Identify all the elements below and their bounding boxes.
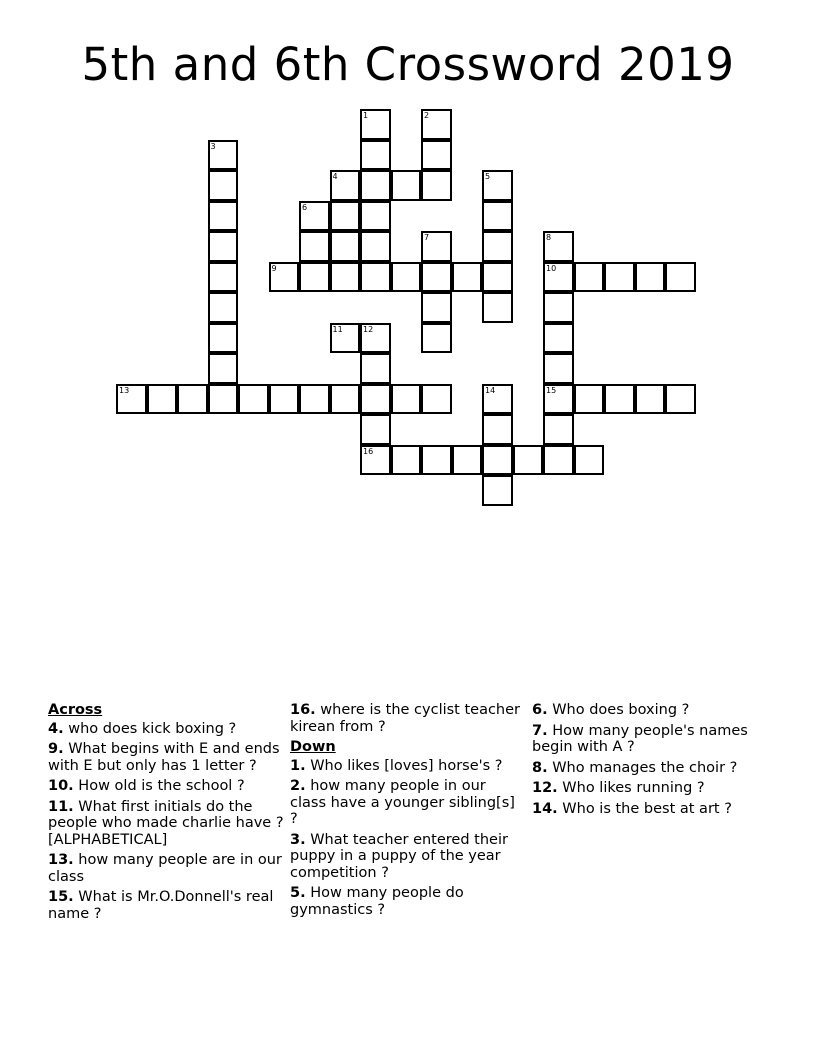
clue-down-8 <box>532 760 768 777</box>
grid-cell[interactable] <box>421 384 452 415</box>
grid-cell[interactable] <box>360 170 391 201</box>
grid-cell[interactable] <box>208 201 239 232</box>
grid-cell[interactable] <box>269 262 300 293</box>
clue-text: What first initials do the people who made charlie have ? [ALPHABETICAL] <box>48 798 284 848</box>
clue-text: What begins with E and ends with E but only has 1 letter ? <box>48 741 280 774</box>
grid-cell[interactable] <box>330 262 361 293</box>
clue-text: where is the cyclist teacher kirean from ? <box>290 702 521 735</box>
clues-column-1 <box>48 702 284 926</box>
grid-cell[interactable] <box>574 262 605 293</box>
grid-cell[interactable] <box>421 292 452 323</box>
grid-cell[interactable] <box>543 292 574 323</box>
grid-cell[interactable] <box>482 170 513 201</box>
clue-text: How many people's names begin with A ? <box>532 722 748 755</box>
clue-number: 1. <box>290 757 306 774</box>
grid-cell[interactable] <box>482 292 513 323</box>
grid-cell[interactable] <box>635 384 666 415</box>
grid-cell[interactable] <box>208 384 239 415</box>
clue-number: 4. <box>48 720 64 737</box>
grid-cell[interactable] <box>421 109 452 140</box>
clue-number: 6. <box>532 702 548 718</box>
grid-cell[interactable] <box>543 262 574 293</box>
clue-number: 13. <box>48 852 74 868</box>
cell-number: 6 <box>302 202 308 212</box>
grid-cell[interactable] <box>421 231 452 262</box>
grid-cell[interactable] <box>360 262 391 293</box>
grid-cell[interactable] <box>391 445 422 476</box>
clues-column-2 <box>290 702 526 922</box>
cell-number: 10 <box>546 263 557 273</box>
grid-cell[interactable] <box>177 384 208 415</box>
clue-number: 15. <box>48 889 74 905</box>
clue-number: 10. <box>48 778 74 794</box>
grid-cell[interactable] <box>665 384 696 415</box>
clue-text: how many people in our class have a younger sibling[s] ? <box>290 778 515 827</box>
grid-cell[interactable] <box>421 170 452 201</box>
grid-cell[interactable] <box>543 353 574 384</box>
grid-cell[interactable] <box>330 384 361 415</box>
clue-down-14 <box>532 801 768 818</box>
clue-number: 9. <box>48 741 64 757</box>
clue-across-4 <box>48 721 284 738</box>
grid-cell[interactable] <box>421 445 452 476</box>
clue-text: Who likes [loves] horse's ? <box>310 757 503 774</box>
grid-cell[interactable] <box>360 109 391 140</box>
grid-cell[interactable] <box>482 384 513 415</box>
cell-number: 7 <box>424 233 430 242</box>
clue-across-16 <box>290 702 526 735</box>
clue-number: 5. <box>290 885 306 901</box>
grid-cell[interactable] <box>543 384 574 415</box>
clue-text: What is Mr.O.Donnell's real name ? <box>48 889 274 922</box>
clue-across-11 <box>48 799 284 849</box>
grid-cell[interactable] <box>360 140 391 171</box>
grid-cell[interactable] <box>604 262 635 293</box>
clue-text: Who is the best at art ? <box>562 800 732 817</box>
clue-text: who does kick boxing ? <box>68 720 237 737</box>
clue-text: How many people do gymnastics ? <box>290 885 464 918</box>
cell-number: 3 <box>210 141 216 151</box>
grid-cell[interactable] <box>269 384 300 415</box>
clue-text: Who manages the choir ? <box>552 759 738 776</box>
clue-down-1 <box>290 758 526 775</box>
grid-cell[interactable] <box>299 384 330 415</box>
grid-cell[interactable] <box>360 384 391 415</box>
grid-cell[interactable] <box>635 262 666 293</box>
page-title: 5th and 6th Crossword 2019 <box>81 38 735 91</box>
clue-number: 12. <box>532 780 558 796</box>
cell-number: 5 <box>485 172 491 181</box>
grid-cell[interactable] <box>360 323 391 354</box>
clue-number: 8. <box>532 759 548 776</box>
grid-cell[interactable] <box>208 323 239 354</box>
cell-number: 2 <box>424 111 430 120</box>
clue-text: how many people are in our class <box>48 852 282 885</box>
grid-cell[interactable] <box>299 201 330 232</box>
down-heading: Down <box>290 739 336 755</box>
clue-across-13 <box>48 852 284 885</box>
clue-down-7 <box>532 723 768 756</box>
grid-cell[interactable] <box>482 231 513 262</box>
grid-cell[interactable] <box>604 384 635 415</box>
clue-text: Who likes running ? <box>562 780 705 796</box>
grid-cell[interactable] <box>665 262 696 293</box>
grid-cell[interactable] <box>482 201 513 232</box>
clue-down-6 <box>532 702 768 719</box>
grid-cell[interactable] <box>208 262 239 293</box>
grid-cell[interactable] <box>360 231 391 262</box>
grid-cell[interactable] <box>421 262 452 293</box>
grid-cell[interactable] <box>147 384 178 415</box>
grid-cell[interactable] <box>391 384 422 415</box>
clue-across-9 <box>48 741 284 774</box>
clue-across-15 <box>48 889 284 922</box>
clue-number: 2. <box>290 778 306 794</box>
cell-number: 13 <box>119 385 130 395</box>
cell-number: 15 <box>546 385 557 395</box>
grid-cell[interactable] <box>391 262 422 293</box>
grid-cell[interactable] <box>543 414 574 445</box>
cell-number: 9 <box>271 263 277 273</box>
grid-cell[interactable] <box>574 384 605 415</box>
grid-cell[interactable] <box>330 170 361 201</box>
grid-cell[interactable] <box>574 445 605 476</box>
grid-cell[interactable] <box>452 445 483 476</box>
grid-cell[interactable] <box>238 384 269 415</box>
grid-cell[interactable] <box>208 292 239 323</box>
clue-number: 14. <box>532 800 558 817</box>
clue-text: How old is the school ? <box>78 778 245 794</box>
grid-cell[interactable] <box>360 353 391 384</box>
grid-cell[interactable] <box>360 445 391 476</box>
clue-text: What teacher entered their puppy in a puppy of the year competition ? <box>290 831 508 881</box>
grid-cell[interactable] <box>330 231 361 262</box>
clue-down-5 <box>290 885 526 918</box>
clue-number: 3. <box>290 831 306 848</box>
cell-number: 1 <box>363 111 369 120</box>
cell-number: 11 <box>332 324 343 334</box>
grid-cell[interactable] <box>421 140 452 171</box>
across-heading: Across <box>48 702 103 718</box>
cell-number: 14 <box>485 385 496 395</box>
clue-number: 11. <box>48 798 74 815</box>
grid-cell[interactable] <box>208 231 239 262</box>
grid-cell[interactable] <box>482 475 513 506</box>
grid-cell[interactable] <box>299 231 330 262</box>
clue-text: Who does boxing ? <box>552 702 690 718</box>
grid-cell[interactable] <box>208 170 239 201</box>
grid-cell[interactable] <box>543 231 574 262</box>
grid-cell[interactable] <box>391 170 422 201</box>
clue-down-12 <box>532 780 768 797</box>
grid-cell[interactable] <box>330 201 361 232</box>
grid-cell[interactable] <box>543 323 574 354</box>
grid-cell[interactable] <box>482 414 513 445</box>
grid-cell[interactable] <box>360 201 391 232</box>
grid-cell[interactable] <box>482 262 513 293</box>
grid-cell[interactable] <box>116 384 147 415</box>
clue-number: 16. <box>290 702 316 718</box>
clue-down-2 <box>290 778 526 828</box>
cell-number: 12 <box>363 324 374 334</box>
cell-number: 8 <box>546 233 552 242</box>
clue-number: 7. <box>532 722 548 739</box>
cell-number: 16 <box>363 446 374 456</box>
cell-number: 4 <box>332 172 338 181</box>
grid-cell[interactable] <box>360 414 391 445</box>
grid-cell[interactable] <box>421 323 452 354</box>
clue-across-10 <box>48 778 284 795</box>
clue-down-3 <box>290 832 526 882</box>
grid-cell[interactable] <box>208 140 239 171</box>
grid-cell[interactable] <box>482 445 513 476</box>
grid-cell[interactable] <box>330 323 361 354</box>
grid-cell[interactable] <box>452 262 483 293</box>
clues-column-3 <box>532 702 768 821</box>
grid-cell[interactable] <box>208 353 239 384</box>
grid-cell[interactable] <box>299 262 330 293</box>
grid-cell[interactable] <box>543 445 574 476</box>
grid-cell[interactable] <box>513 445 544 476</box>
